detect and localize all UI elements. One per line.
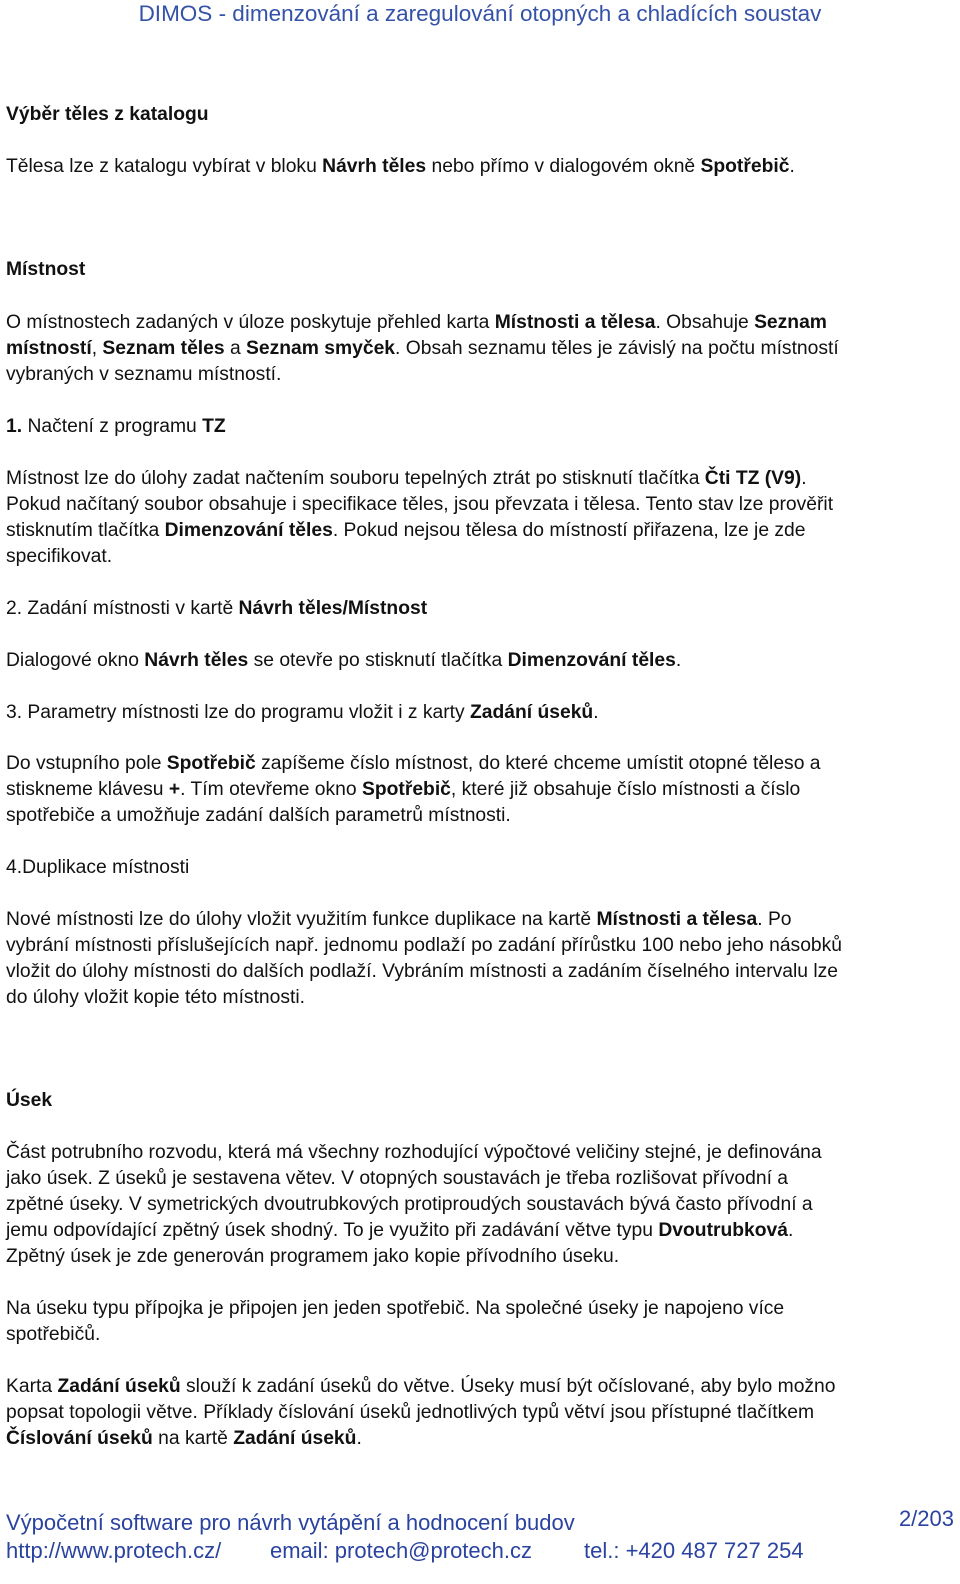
bold-term: Čti TZ (V9)	[704, 468, 802, 489]
bold-term: Dimenzování těles	[164, 520, 333, 541]
bold-term: Dvoutrubková	[658, 1220, 789, 1241]
text-segment: spotřebiče a umožňuje zadání dalších parametrů místnosti.	[6, 805, 511, 826]
text-line	[6, 1218, 793, 1244]
text-line	[6, 1140, 822, 1166]
bold-term: Seznam těles	[102, 338, 225, 359]
text-line	[6, 1244, 619, 1270]
text-line	[6, 700, 599, 726]
text-segment: a	[224, 338, 247, 359]
text-line	[6, 1322, 100, 1348]
text-line	[6, 1296, 784, 1322]
page-number: 2/203	[898, 1506, 954, 1531]
text-line	[6, 1374, 836, 1400]
bold-term: Spotřebič	[361, 779, 451, 800]
text-segment: vybraných v seznamu místností.	[6, 364, 282, 385]
text-line	[6, 1426, 362, 1452]
text-line	[6, 1192, 813, 1218]
bold-term: Zadání úseků	[233, 1428, 357, 1449]
text-segment: spotřebičů.	[6, 1324, 101, 1345]
text-segment: . Pokud nejsou tělesa do místností přiřazena, lze je zde	[332, 520, 806, 541]
bold-term: Seznam smyček	[246, 338, 396, 359]
text-segment: Do vstupního pole	[6, 753, 167, 774]
footer-phone: tel.: +420 487 727 254	[584, 1538, 804, 1563]
bold-term: Spotřebič	[166, 753, 256, 774]
text-segment: . Po	[757, 909, 792, 930]
bold-term: Zadání úseků	[57, 1376, 181, 1397]
text-segment: ,	[91, 338, 103, 359]
text-line	[6, 518, 805, 544]
bold-term: Dimenzování těles	[507, 650, 676, 671]
bold-term: TZ	[202, 416, 226, 437]
text-line	[6, 102, 209, 128]
text-line	[6, 492, 833, 518]
text-segment: 3. Parametry místnosti lze do programu vložit i z karty	[6, 702, 470, 723]
text-segment: . Obsah seznamu těles je závislý na počtu místností	[395, 338, 839, 359]
text-line	[6, 933, 842, 959]
text-segment: Tělesa lze z katalogu vybírat v bloku	[6, 156, 323, 177]
text-segment: O místnostech zadaných v úloze poskytuje přehled karta	[6, 312, 495, 333]
bold-term: +	[168, 779, 181, 800]
text-segment: .	[801, 468, 807, 489]
text-segment: Nové místnosti lze do úlohy vložit využitím funkce duplikace na kartě	[6, 909, 597, 930]
text-line	[6, 1088, 52, 1114]
text-line	[6, 907, 792, 933]
text-segment: .	[593, 702, 599, 723]
text-segment: Dialogové okno	[6, 650, 145, 671]
bold-term: Návrh těles/Místnost	[238, 598, 428, 619]
text-line	[6, 959, 838, 985]
bold-term: Místnost	[6, 259, 86, 280]
text-line	[6, 855, 189, 881]
footer-website-link[interactable]: http://www.protech.cz/	[6, 1538, 222, 1563]
page-header-title: DIMOS - dimenzování a zaregulování otopných a chladících soustav	[138, 1, 822, 26]
text-segment: .	[356, 1428, 362, 1449]
text-segment: jemu odpovídající zpětný úsek shodný. To je využito při zadávání větve typu	[6, 1220, 659, 1241]
text-line	[6, 257, 85, 283]
bold-term: Zadání úseků	[469, 702, 594, 723]
text-segment: vybrání místnosti příslušejících např. jednomu podlaží po zadání přírůstku 100 nebo jeho násobků	[6, 935, 843, 956]
text-segment: vložit do úlohy místnosti do dalších podlaží. Vybráním místnosti a zadáním číselného intervalu lze	[6, 961, 839, 982]
bold-term: 1.	[6, 416, 23, 437]
text-line	[6, 466, 807, 492]
text-segment: stisknutím tlačítka	[6, 520, 165, 541]
text-segment: 4.Duplikace místnosti	[6, 857, 190, 878]
text-segment: Načtení z programu	[22, 416, 203, 437]
text-line	[6, 310, 827, 336]
footer-email[interactable]: email: protech@protech.cz	[270, 1538, 533, 1563]
text-segment: Zpětný úsek je zde generován programem jako kopie přívodního úseku.	[6, 1246, 620, 1267]
text-line	[6, 336, 839, 362]
bold-term: Číslování úseků	[6, 1428, 153, 1449]
text-segment: , které již obsahuje číslo místnosti a číslo	[450, 779, 801, 800]
text-segment: se otevře po stisknutí tlačítka	[248, 650, 508, 671]
footer-software-title: Výpočetní software pro návrh vytápění a hodnocení budov	[6, 1510, 575, 1535]
text-segment: slouží k zadání úseků do větve. Úseky musí být očíslované, aby bylo možno	[180, 1376, 836, 1397]
bold-term: Spotřebič	[700, 156, 790, 177]
text-segment: do úlohy vložit kopie této místnosti.	[6, 987, 306, 1008]
text-segment: Část potrubního rozvodu, která má všechny rozhodující výpočtové veličiny stejné, je definována	[6, 1142, 822, 1163]
text-line	[6, 1166, 788, 1192]
bold-term: Návrh těles	[322, 156, 427, 177]
text-line	[6, 596, 427, 622]
text-line	[6, 751, 821, 777]
text-line	[6, 648, 681, 674]
bold-term: Místnosti a tělesa	[494, 312, 656, 333]
text-segment: jako úsek. Z úseků je sestavena větev. V otopných soustavách je třeba rozlišovat přívodní a	[6, 1168, 789, 1189]
text-segment: popsat topologii větve. Příklady číslování úseků jednotlivých typů větví jsou přístupné tlačítkem	[6, 1402, 815, 1423]
text-line	[6, 414, 226, 440]
text-segment: na kartě	[152, 1428, 234, 1449]
text-segment: . Obsahuje	[655, 312, 755, 333]
text-line	[6, 803, 511, 829]
text-line	[6, 544, 112, 570]
text-segment: Na úseku typu přípojka je připojen jen jeden spotřebič. Na společné úseky je napojeno více	[6, 1298, 785, 1319]
bold-term: Místnosti a tělesa	[596, 909, 758, 930]
bold-term: Výběr těles z katalogu	[6, 104, 209, 125]
text-segment: .	[789, 156, 795, 177]
text-line	[6, 777, 800, 803]
text-line	[6, 1400, 814, 1426]
text-segment: stiskneme klávesu	[6, 779, 169, 800]
bold-term: Seznam	[754, 312, 827, 333]
bold-term: Návrh těles	[144, 650, 249, 671]
text-segment: zpětné úseky. V symetrických dvoutrubkových protiproudých soustavách bývá často přívodní a	[6, 1194, 813, 1215]
text-segment: zapíšeme číslo místnost, do které chceme umístit otopné těleso a	[255, 753, 821, 774]
text-segment: .	[788, 1220, 794, 1241]
text-segment: Karta	[6, 1376, 58, 1397]
text-segment: specifikovat.	[6, 546, 113, 567]
text-segment: .	[675, 650, 682, 671]
text-segment: nebo přímo v dialogovém okně	[426, 156, 701, 177]
text-line	[6, 154, 795, 180]
text-line	[6, 362, 281, 388]
bold-term: Úsek	[6, 1090, 53, 1111]
text-line	[6, 985, 305, 1011]
text-segment: . Tím otevřeme okno	[180, 779, 362, 800]
text-segment: 2. Zadání místnosti v kartě	[6, 598, 239, 619]
text-segment: Místnost lze do úlohy zadat načtením souboru tepelných ztrát po stisknutí tlačítka	[6, 468, 705, 489]
bold-term: místností	[6, 338, 92, 359]
text-segment: Pokud načítaný soubor obsahuje i specifikace těles, jsou převzata i tělesa. Tento stav lze prověřit	[6, 494, 834, 515]
